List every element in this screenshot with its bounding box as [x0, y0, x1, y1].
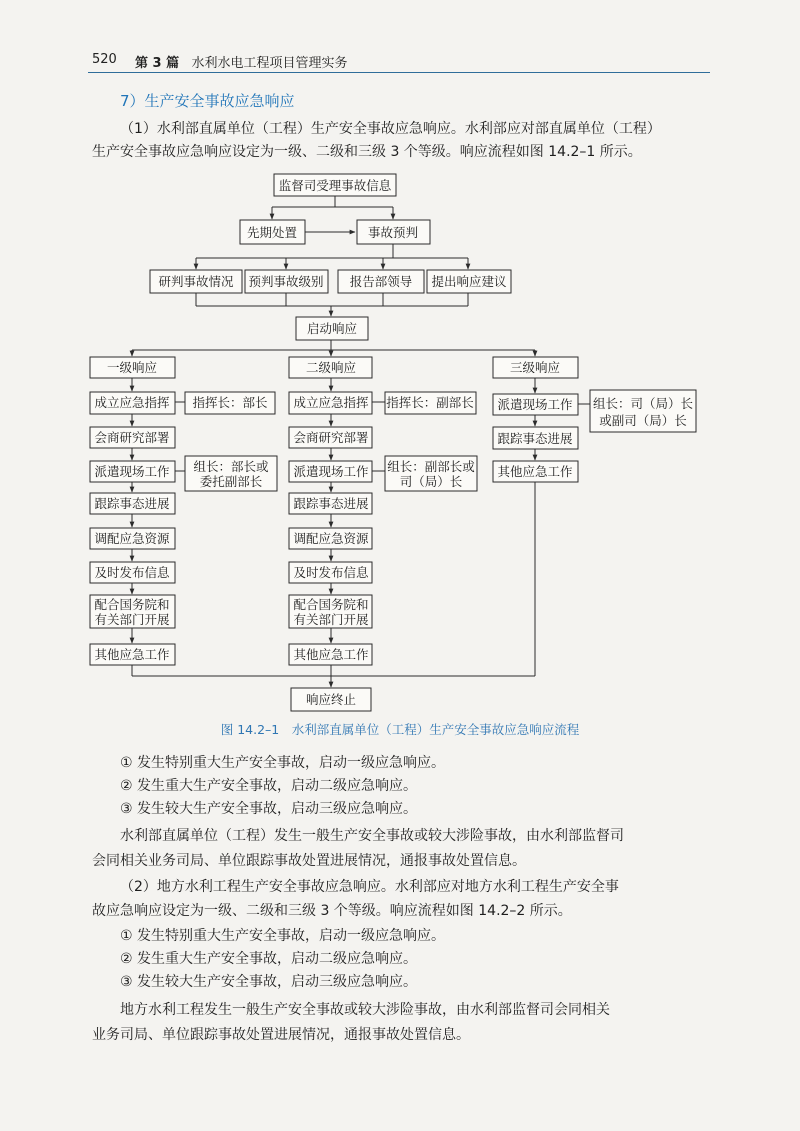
node-analyze: 研判事故情况 [158, 274, 234, 289]
level2-step: 其他应急工作 [293, 647, 369, 662]
node-end: 响应终止 [305, 692, 357, 707]
level2-title: 二级响应 [305, 360, 357, 375]
node-report: 报告部领导 [349, 274, 413, 289]
level1-step: 会商研究部署 [94, 430, 170, 445]
level1-step: 派遣现场工作 [94, 464, 170, 479]
flowchart-end-layer [0, 680, 800, 720]
node-activate: 启动响应 [306, 321, 358, 336]
paragraph-4-line-2: 业务司局、单位跟踪事故处置进展情况，通报事故处置信息。 [92, 1027, 470, 1043]
paragraph-1-line-2: 生产安全事故应急响应设定为一级、二级和三级 3 个等级。响应流程如图 14.2–1 所示。 [92, 144, 642, 160]
list-item-3: ③ 发生较大生产安全事故，启动三级应急响应。 [120, 801, 417, 817]
page-number: 520 [92, 52, 117, 67]
level1-step: 配合国务院和 [94, 597, 170, 612]
paragraph-4-line-1: 地方水利工程发生一般生产安全事故或较大涉险事故，由水利部监督司会同相关 [120, 1002, 610, 1018]
paragraph-1-line-1: （1）水利部直属单位（工程）生产安全事故应急响应。水利部应对部直属单位（工程） [120, 121, 661, 137]
level2-step: 会商研究部署 [293, 430, 369, 445]
level2-step: 成立应急指挥 [293, 395, 369, 410]
node-propose: 提出响应建议 [431, 274, 507, 289]
level1-step: 调配应急资源 [94, 531, 170, 546]
node-first-disposal: 先期处置 [246, 225, 298, 240]
paragraph-2-line-1: 水利部直属单位（工程）发生一般生产安全事故或较大涉险事故，由水利部监督司 [120, 828, 624, 844]
level1-commander: 指挥长：部长 [192, 395, 268, 410]
level2-commander: 指挥长：副部长 [386, 395, 474, 410]
paragraph-3-line-2: 故应急响应设定为一级、二级和三级 3 个等级。响应流程如图 14.2–2 所示。 [92, 903, 572, 919]
section-title: 7）生产安全事故应急响应 [120, 92, 295, 110]
node-predict-level: 预判事故级别 [248, 274, 324, 289]
paragraph-3-line-1: （2）地方水利工程生产安全事故应急响应。水利部应对地方水利工程生产安全事 [120, 879, 619, 895]
level3-step: 其他应急工作 [497, 464, 573, 479]
level1-step: 有关部门开展 [94, 612, 170, 627]
book-title: 水利水电工程项目管理实务 [191, 56, 348, 71]
level2-leader-line-1: 组长：副部长或 [387, 459, 475, 474]
level3-step: 派遣现场工作 [497, 397, 573, 412]
list-item-1: ① 发生特别重大生产安全事故，启动一级应急响应。 [120, 755, 445, 771]
figure-caption: 图 14.2–1 水利部直属单位（工程）生产安全事故应急响应流程 [220, 722, 580, 737]
level1-leader-line-2: 委托副部长 [199, 474, 263, 489]
level1-step: 其他应急工作 [94, 647, 170, 662]
level3-leader-line-2: 或副司（局）长 [599, 413, 687, 428]
level1-step: 跟踪事态进展 [94, 496, 170, 511]
level3-leader-line-1: 组长：司（局）长 [592, 396, 694, 411]
level1-step: 及时发布信息 [94, 565, 170, 580]
level2-step: 及时发布信息 [293, 565, 369, 580]
level1-leader-line-1: 组长：部长或 [193, 459, 269, 474]
node-prediction: 事故预判 [367, 225, 419, 240]
level2-step: 配合国务院和 [293, 597, 369, 612]
level1-title: 一级响应 [106, 360, 158, 375]
level1-step: 成立应急指挥 [94, 395, 170, 410]
level2-step: 有关部门开展 [293, 612, 369, 627]
list-item-4: ① 发生特别重大生产安全事故，启动一级应急响应。 [120, 928, 445, 944]
level2-step: 派遣现场工作 [293, 464, 369, 479]
level3-step: 跟踪事态进展 [497, 431, 573, 446]
paragraph-2-line-2: 会同相关业务司局、单位跟踪事故处置进展情况，通报事故处置信息。 [92, 853, 526, 869]
level2-step: 调配应急资源 [293, 531, 369, 546]
node-start: 监督司受理事故信息 [278, 178, 392, 193]
part-label: 第 3 篇 [135, 56, 180, 71]
list-item-2: ② 发生重大生产安全事故，启动二级应急响应。 [120, 778, 417, 794]
level3-title: 三级响应 [509, 360, 561, 375]
level2-step: 跟踪事态进展 [293, 496, 369, 511]
level2-leader-line-2: 司（局）长 [399, 474, 463, 489]
list-item-6: ③ 发生较大生产安全事故，启动三级应急响应。 [120, 974, 417, 990]
list-item-5: ② 发生重大生产安全事故，启动二级应急响应。 [120, 951, 417, 967]
